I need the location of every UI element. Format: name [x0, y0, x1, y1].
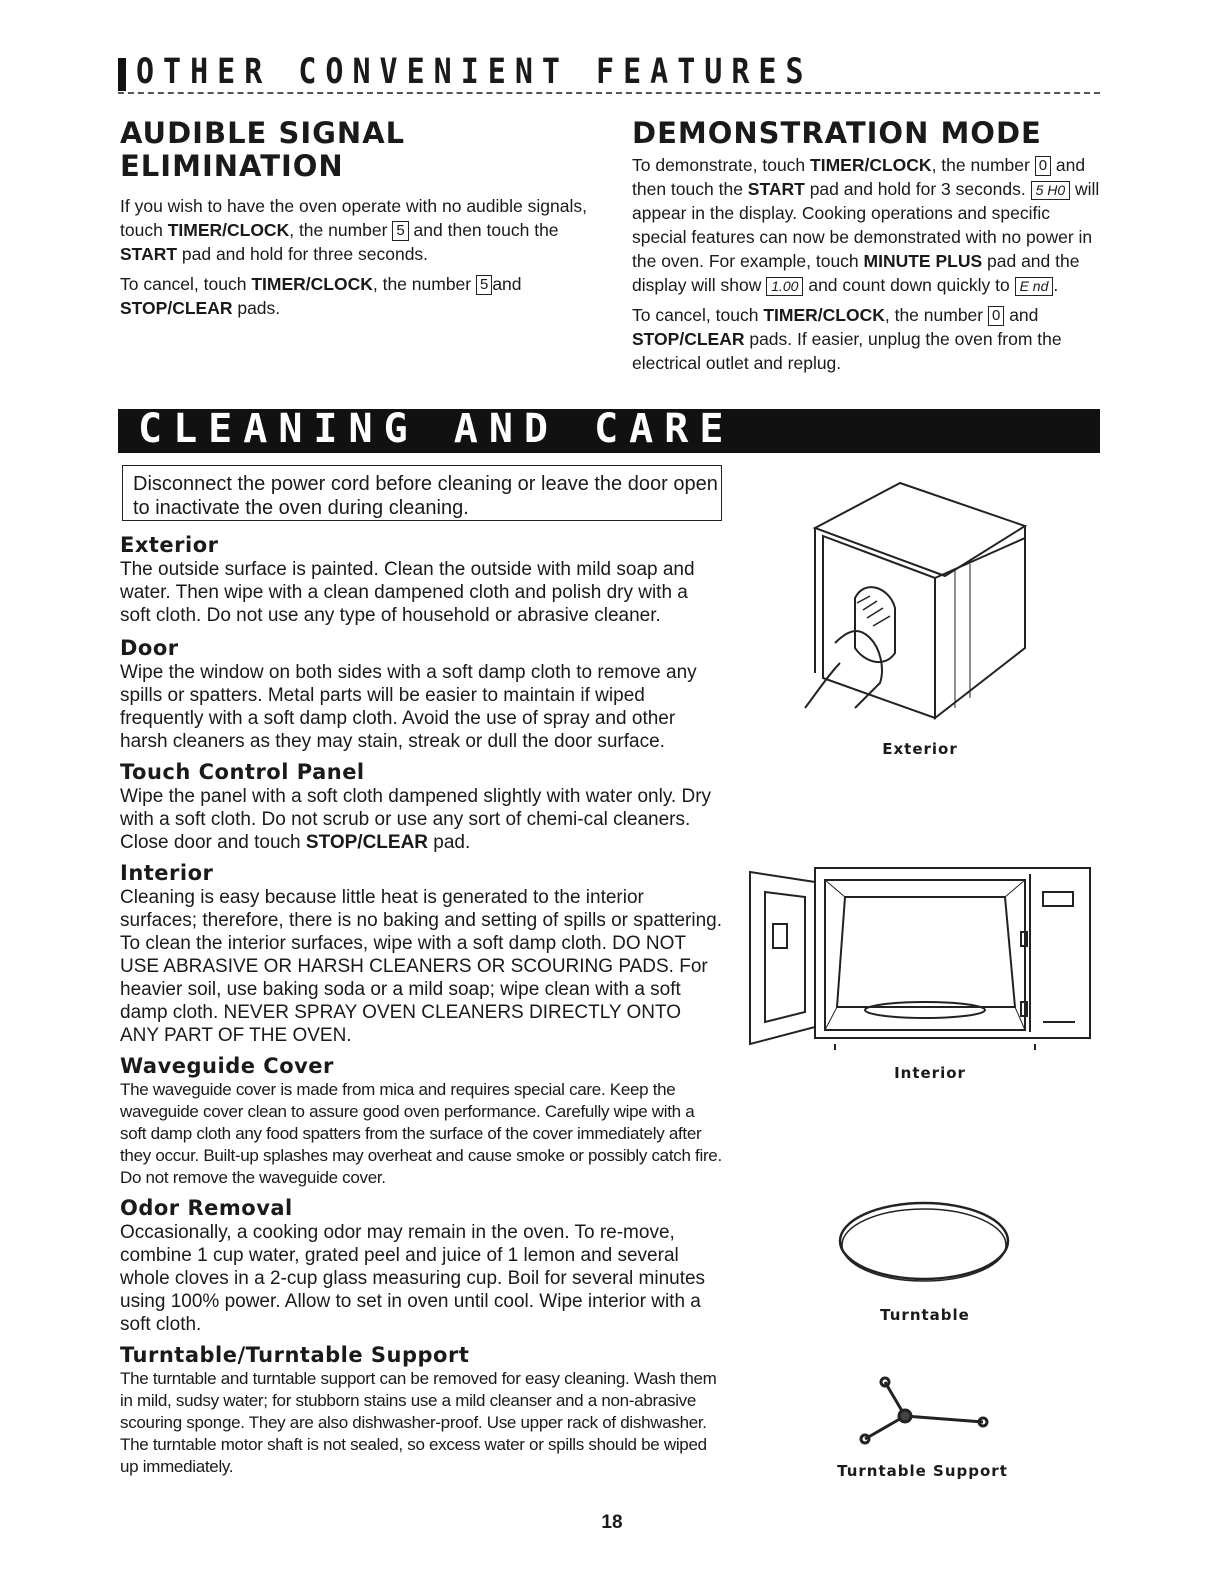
door-heading: Door: [120, 636, 179, 660]
exterior-illustration: [795, 478, 1040, 728]
demo-title: DEMONSTRATION MODE: [632, 116, 1042, 150]
audible-title-line1: AUDIBLE SIGNAL: [120, 116, 406, 150]
section-divider: [118, 92, 1100, 94]
cleaning-care-banner: [118, 406, 1100, 453]
display-readout-end: E nd: [1015, 277, 1054, 296]
demo-paragraph-1: To demonstrate, touch TIMER/CLOCK, the number 0 and then touch the START pad and hold for 3 seconds. 5 H0 will appear in the display. Cooking operations and specific special features can now be demonstrated with no power in the oven. For example, touch MINUTE PLUS pad and the display will show 1.00 and count down quickly to E nd .: [632, 155, 1100, 295]
turntable-heading: Turntable/Turntable Support: [120, 1343, 470, 1367]
section-header-other-features: [118, 52, 1100, 94]
touch-panel-heading: Touch Control Panel: [120, 760, 365, 784]
caption-interior: Interior: [894, 1064, 966, 1082]
touch-panel-text: Wipe the panel with a soft cloth dampened slightly with water only. Dry with a soft cloth. Do not scrub or use any sort of chemi-cal cleaners. Close door and touch STOP/CLEAR pad.: [120, 786, 712, 853]
display-readout-sho: 5 H0: [1031, 181, 1071, 200]
page-number: 18: [601, 1512, 623, 1533]
turntable-illustration: [832, 1196, 1017, 1296]
caption-turntable-support: Turntable Support: [837, 1462, 1008, 1480]
odor-text: Occasionally, a cooking odor may remain in the oven. To re-move, combine 1 cup water, grated peel and juice of 1 lemon and several whole cloves in a 2-cup glass measuring cup. Boil for several minutes using 100% power. Allow to set in oven until cool. Wipe interior with a soft cloth.: [120, 1222, 706, 1335]
exterior-heading: Exterior: [120, 533, 219, 557]
warning-box: Disconnect the power cord before cleaning or leave the door open to inactivate the oven during cleaning.: [122, 465, 722, 521]
demo-paragraph-2: To cancel, touch TIMER/CLOCK, the number 0 and STOP/CLEAR pads. If easier, unplug the oven from the electrical outlet and replug.: [632, 305, 1062, 373]
demonstration-section: [632, 117, 1102, 375]
audible-paragraph-2: To cancel, touch TIMER/CLOCK, the number 5 and STOP/CLEAR pads.: [120, 274, 522, 318]
audible-paragraph-1: If you wish to have the oven operate with no audible signals, touch TIMER/CLOCK, the number 5 and then touch the START pad and hold for three seconds.: [120, 196, 587, 264]
interior-text: Cleaning is easy because little heat is generated to the interior surfaces; therefore, there is no baking and setting of spills or spattering. To clean the interior surfaces, wipe with a soft damp cloth. DO NOT USE ABRASIVE OR HARSH CLEANERS OR SCOURING PADS. For heavier soil, use baking soda or a mild soap; wipe clean with a soft damp cloth. NEVER SPRAY OVEN CLEANERS DIRECTLY ONTO ANY PART OF THE OVEN.: [120, 887, 722, 1046]
cleaning-body: [120, 532, 722, 1478]
audible-title-line2: ELIMINATION: [120, 149, 344, 183]
turntable-text: The turntable and turntable support can be removed for easy cleaning. Wash them in mild, sudsy water; for stubborn stains use a mild cleanser and a non-abrasive scouring sponge. They are also dishwasher-proof. Use upper rack of dishwasher. The turntable motor shaft is not sealed, so excess water or spills should be wiped up immediately.: [120, 1369, 717, 1476]
section-marker-bar: [118, 58, 126, 91]
waveguide-heading: Waveguide Cover: [120, 1054, 334, 1078]
waveguide-text: The waveguide cover is made from mica and requires special care. Keep the waveguide cover clean to assure good oven performance. Carefully wipe with a soft damp cloth any food spatters from the surface of the cover immediately after they occur. Built-up splashes may overheat and cause smoke or possibly catch fire. Do not remove the waveguide cover.: [120, 1080, 722, 1187]
caption-exterior: Exterior: [882, 740, 958, 758]
door-text: Wipe the window on both sides with a soft damp cloth to remove any spills or spatters. Metal parts will be easier to maintain if wiped frequently with a soft damp cloth. Avoid the use of spray and other harsh cleaners as they may stain, streak or dull the door surface.: [120, 662, 697, 752]
caption-turntable: Turntable: [880, 1306, 970, 1324]
odor-heading: Odor Removal: [120, 1196, 293, 1220]
section-title: OTHER CONVENIENT FEATURES: [136, 52, 813, 93]
interior-heading: Interior: [120, 861, 214, 885]
exterior-text: The outside surface is painted. Clean the outside with mild soap and water. Then wipe with a clean dampened cloth and polish dry with a soft cloth. Do not use any type of household or abrasive cleaner.: [120, 559, 695, 626]
display-readout-100: 1.00: [766, 277, 803, 296]
cleaning-care-title: CLEANING AND CARE: [138, 406, 735, 452]
interior-illustration: [745, 862, 1095, 1057]
audible-signal-section: [120, 117, 590, 320]
turntable-support-illustration: [855, 1374, 995, 1454]
